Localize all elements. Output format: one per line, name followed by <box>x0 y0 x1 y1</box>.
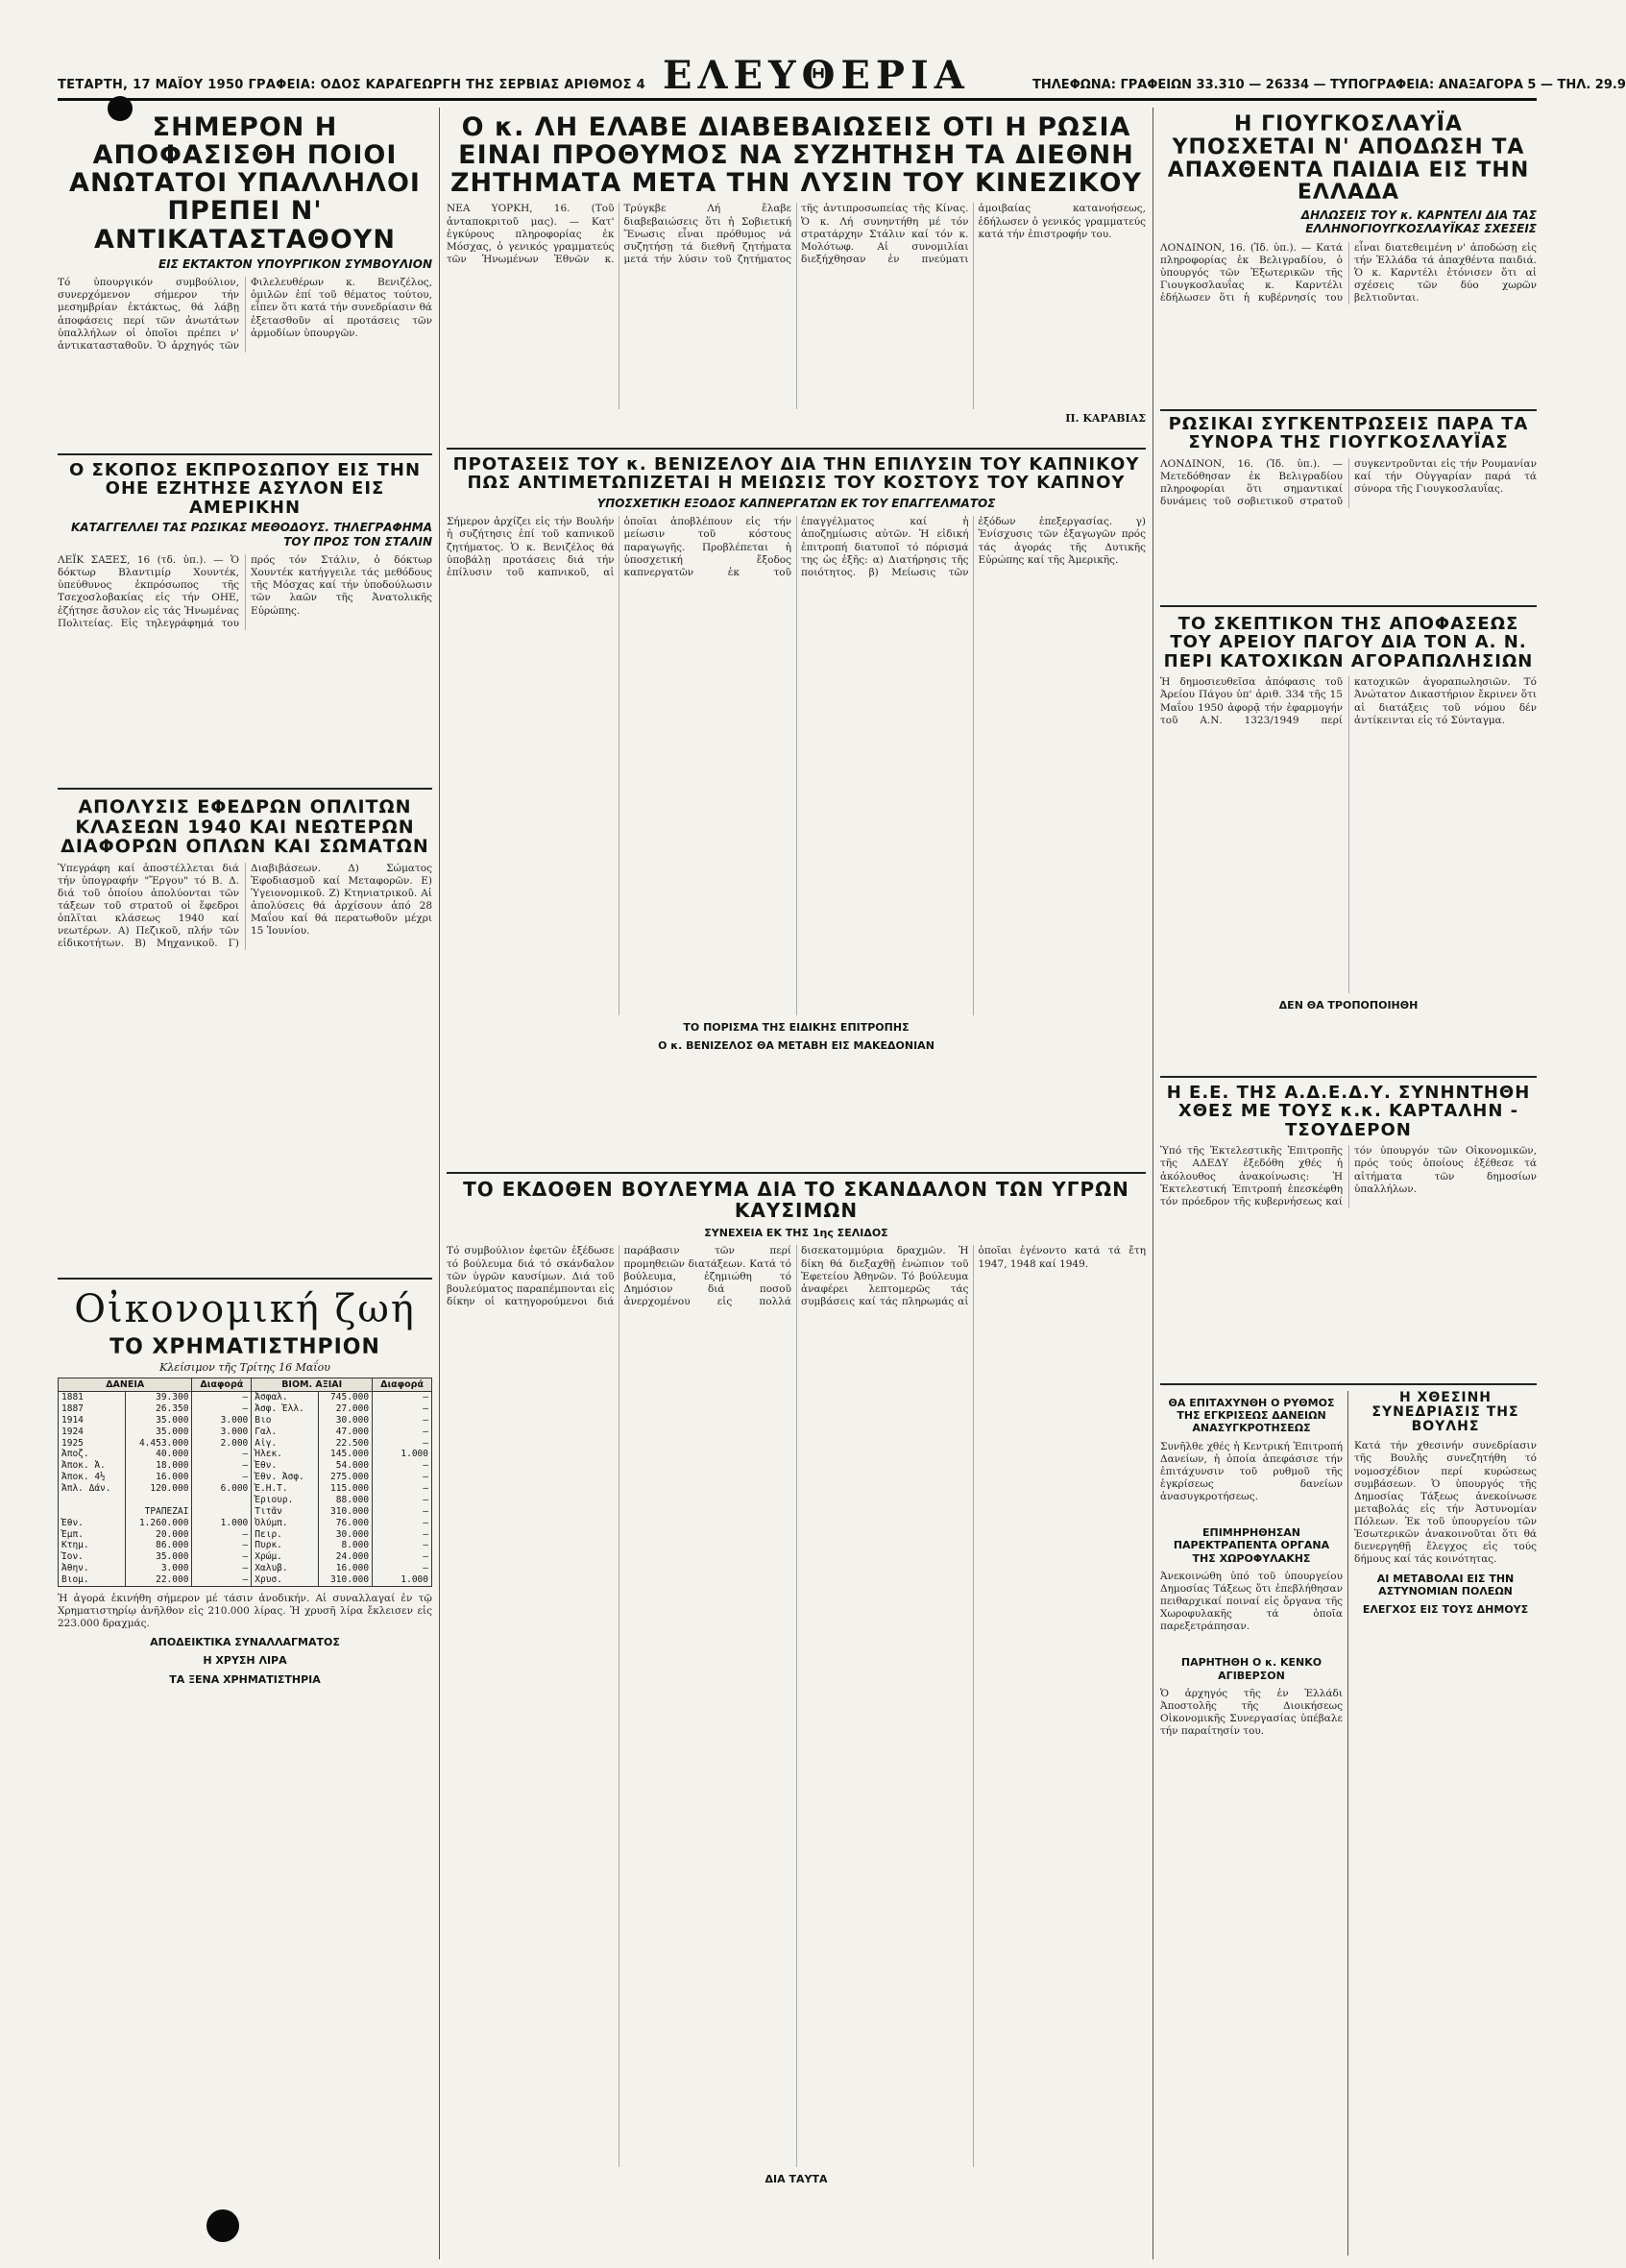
masthead <box>58 53 1626 101</box>
stock-table-row <box>59 1483 432 1495</box>
article-body: Συνῆλθε χθές ἡ Κεντρική Ἐπιτροπή Δανείων, ἡ ὁποία ἀπεφάσισε τήν ἐπιτάχυνσιν τοῦ ρυθμοῦ τῆς ἐγκρίσεως δανείων ἀνασυγκροτήσεως. <box>1160 1440 1343 1503</box>
headline: Η ΧΘΕΣΙΝΗ ΣΥΝΕΔΡΙΑΣΙΣ ΤΗΣ ΒΟΥΛΗΣ <box>1371 1390 1519 1435</box>
stock-table-cell: 39.300 <box>125 1392 192 1403</box>
article-discharge <box>58 797 432 1268</box>
stock-table-cell <box>59 1506 126 1518</box>
article-body: ΛΕΪΚ ΣΑΞΕΣ, 16 (τδ. ὑπ.). — Ὁ δόκτωρ Βλαντιμίρ Χουντέκ, ὑπεύθυνος ἐκπρόσωπος τῆς Τσεχοσλοβακίας εἰς τήν ΟΗΕ, ἐζήτησε ἄσυλον εἰς τάς Ἡνωμένας Πολιτείας. Εἰς τηλεγράφημά του πρός τόν Στάλιν, ὁ δόκτωρ Χουντέκ κατήγγειλε τάς μεθόδους τῆς Μόσχας καί τήν ὑποδούλωσιν τῶν λαῶν τῆς Ἀνατολικῆς Εὐρώπης. <box>58 554 432 629</box>
stock-table-cell: 1.000 <box>192 1518 252 1529</box>
stock-table-cell: 22.500 <box>319 1438 373 1450</box>
stock-table-cell: ΤΡΑΠΕΖΑΙ <box>125 1506 192 1518</box>
stock-table-cell: 3.000 <box>192 1415 252 1427</box>
box-heading: ΔΕΝ ΘΑ ΤΡΟΠΟΠΟΙΗΘΗ <box>1278 999 1419 1012</box>
stock-table-cell: — <box>192 1574 252 1586</box>
stock-exchange-date: Κλείσιμον τῆς Τρίτης 16 Μαΐου <box>159 1361 330 1374</box>
article-body: Ὑπεγράφη καί ἀποστέλλεται διά τήν ὑπογραφήν "Ἔργου" τό Β. Δ. διά τοῦ ὁποίου ἀπολύονται τῶν τάξεων τοῦ στρατοῦ οἱ ἔφεδροι ὁπλῖται κλάσεως 1940 καί νεωτέρων. Α) Πεζικοῦ, πλήν τῶν εἰδικοτήτων. Β) Μηχανικοῦ. Γ) Διαβιβάσεων. Δ) Σώματος Ἐφοδιασμοῦ καί Μεταφορῶν. Ε) Ὑγειονομικοῦ. Ζ) Κτηνιατρικοῦ. Αἱ ἀπολύσεις θά ἀρχίσουν ἀπό 28 Μαΐου καί θά περατωθοῦν μέχρι 15 Ἰουνίου. <box>58 862 432 950</box>
article-asylum <box>58 461 432 778</box>
stock-table-cell: — <box>192 1449 252 1460</box>
stock-table-cell: 86.000 <box>125 1540 192 1551</box>
headline: ΠΑΡΗΤΗΘΗ Ο κ. ΚΕΝΚΟ ΑΓΙΒΕΡΣΟΝ <box>1180 1656 1323 1682</box>
stock-table-cell: — <box>373 1460 432 1472</box>
headline: ΡΩΣΙΚΑΙ ΣΥΓΚΕΝΤΡΩΣΕΙΣ ΠΑΡΑ ΤΑ ΣΥΝΟΡΑ ΤΗΣ ΓΙΟΥΓΚΟΣΛΑΥΪΑΣ <box>1168 414 1529 453</box>
stock-table-cell: 16.000 <box>319 1563 373 1574</box>
article-troops <box>1160 415 1537 599</box>
stock-table-cell: — <box>373 1495 432 1506</box>
stock-table-cell: — <box>373 1472 432 1483</box>
stock-table-cell: — <box>192 1551 252 1563</box>
stock-table-cell: Πυρκ. <box>252 1540 319 1551</box>
stock-table-cell: — <box>373 1506 432 1518</box>
stock-table-cell: Ἐ.Η.Τ. <box>252 1483 319 1495</box>
stock-table-row <box>59 1427 432 1438</box>
headline: Η ΓΙΟΥΓΚΟΣΛΑΥΪΑ ΥΠΟΣΧΕΤΑΙ Ν' ΑΠΟΔΩΣΗ ΤΑ ΑΠΑΧΘΕΝΤΑ ΠΑΙΔΙΑ ΕΙΣ ΤΗΝ ΕΛΛΑΔΑ <box>1167 112 1530 206</box>
stock-table-body <box>59 1392 432 1587</box>
stock-table-cell: 115.000 <box>319 1483 373 1495</box>
box-heading: ΔΙΑ ΤΑΥΤΑ <box>764 2173 828 2186</box>
stock-table-cell: — <box>192 1472 252 1483</box>
article-body: Τό ὑπουργικόν συμβούλιον, συνερχόμενον σήμερον τήν μεσημβρίαν ἐκτάκτως, θά λάβῃ ἀποφάσεις περί τῶν ἀνωτάτων ὑπαλλήλων οἱ ὁποῖοι πρέπει ν' ἀντικατασταθοῦν. Ὁ ἀρχηγός τῶν Φιλελευθέρων κ. Βενιζέλος, ὁμιλῶν ἐπί τοῦ θέματος τούτου, εἶπεν ὅτι κατά τήν συνεδρίασιν θά ἐξετασθοῦν αἱ προτάσεις τῶν ἁρμοδίων ὑπουργῶν. <box>58 277 432 352</box>
headline: ΘΑ ΕΠΙΤΑΧΥΝΘΗ Ο ΡΥΘΜΟΣ ΤΗΣ ΕΓΚΡΙΣΕΩΣ ΔΑΝΕΙΩΝ ΑΝΑΣΥΓΚΡΟΤΗΣΕΩΣ <box>1168 1397 1335 1435</box>
stock-table-cell: Ἐθν. <box>59 1518 126 1529</box>
stock-table-cell: 30.000 <box>319 1529 373 1541</box>
stock-table-cell: Ὀλύμπ. <box>252 1518 319 1529</box>
headline: ΠΡΟΤΑΣΕΙΣ ΤΟΥ κ. ΒΕΝΙΖΕΛΟΥ ΔΙΑ ΤΗΝ ΕΠΙΛΥΣΙΝ ΤΟΥ ΚΑΠΝΙΚΟΥ ΠΩΣ ΑΝΤΙΜΕΤΩΠΙΖΕΤΑΙ Η ΜΕΙΩΣΙΣ ΤΟΥ ΚΟΣΤΟΥΣ ΤΟΥ ΚΑΠΝΟΥ <box>452 454 1140 494</box>
section-rule <box>447 1172 1146 1174</box>
headline: Η Ε.Ε. ΤΗΣ Α.Δ.Ε.Δ.Υ. ΣΥΝΗΝΤΗΘΗ ΧΘΕΣ ΜΕ ΤΟΥΣ κ.κ. ΚΑΡΤΑΛΗΝ - ΤΣΟΥΔΕΡΟΝ <box>1166 1083 1531 1140</box>
stock-table-cell <box>59 1495 126 1506</box>
col-header: ΔΑΝΕΙΑ <box>59 1378 192 1392</box>
stock-table-cell: Ἀποκ. Ἀ. <box>59 1460 126 1472</box>
stock-table-cell: Χρυσ. <box>252 1574 319 1586</box>
stock-table-cell: 54.000 <box>319 1460 373 1472</box>
stock-table-row <box>59 1472 432 1483</box>
stock-table-cell: Γαλ. <box>252 1427 319 1438</box>
stock-table-cell: Ἐμπ. <box>59 1529 126 1541</box>
stock-table-cell: 27.000 <box>319 1403 373 1415</box>
stock-table-cell: Ἁπλ. Δάν. <box>59 1483 126 1495</box>
economy-title: Οἰκονομική ζωή <box>74 1287 416 1331</box>
article-areopagus <box>1160 615 1537 1057</box>
stock-table-cell: 35.000 <box>125 1415 192 1427</box>
stock-table-cell: 47.000 <box>319 1427 373 1438</box>
stock-table-cell <box>125 1495 192 1506</box>
stock-table-cell: 18.000 <box>125 1460 192 1472</box>
stock-table-cell: — <box>192 1392 252 1403</box>
masthead-phones: ΤΗΛΕΦΩΝΑ: ΓΡΑΦΕΙΩΝ 33.310 — 26334 — ΤΥΠΟΓΡΑΦΕΙΑ: ΑΝΑΞΑΓΟΡΑ 5 — ΤΗΛ. 29.9 <box>1032 78 1626 92</box>
stock-table-cell: 1.000 <box>373 1574 432 1586</box>
byline: Π. ΚΑΡΑΒΙΑΣ <box>1065 412 1146 426</box>
section-rule <box>58 788 432 790</box>
stock-table-cell: — <box>192 1563 252 1574</box>
stock-table-row <box>59 1449 432 1460</box>
article-body: ΛΟΝΔΙΝΟΝ, 16. (Ἰδ. ὑπ.). — Μετεδόθησαν ἐκ Βελιγραδίου πληροφορίαι ὅτι σημαντικαί δυνάμεις τοῦ σοβιετικοῦ στρατοῦ συγκεντροῦνται εἰς τήν Ρουμανίαν καί τήν Οὑγγαρίαν παρά τά σύνορα τῆς Γιουγκοσλαυΐας. <box>1160 457 1537 508</box>
article-replacement <box>58 113 432 421</box>
box-heading: ΑΙ ΜΕΤΑΒΟΛΑΙ ΕΙΣ ΤΗΝ ΑΣΤΥΝΟΜΙΑΝ ΠΟΛΕΩΝ <box>1376 1572 1515 1597</box>
stock-table-cell: 2.000 <box>192 1438 252 1450</box>
col-header: Διαφορά <box>373 1378 432 1392</box>
article-lead <box>447 113 1146 445</box>
section-rule <box>58 453 432 455</box>
stock-table-cell: 22.000 <box>125 1574 192 1586</box>
stock-table-cell: — <box>373 1403 432 1415</box>
stock-table-cell: Ἰον. <box>59 1551 126 1563</box>
subhead: ΔΗΛΩΣΕΙΣ ΤΟΥ κ. ΚΑΡΝΤΕΛΙ ΔΙΑ ΤΑΣ ΕΛΛΗΝΟΓΙΟΥΓΚΟΣΛΑΥΪΚΑΣ ΣΧΕΣΕΙΣ <box>1300 208 1537 236</box>
lead-headline: Ο κ. ΛΗ ΕΛΑΒΕ ΔΙΑΒΕΒΑΙΩΣΕΙΣ ΟΤΙ Η ΡΩΣΙΑ ΕΙΝΑΙ ΠΡΟΘΥΜΟΣ ΝΑ ΣΥΖΗΤΗΣΗ ΤΑ ΔΙΕΘΝΗ ΖΗΤΗΜΑΤΑ ΜΕΤΑ ΤΗΝ ΛΥΣΙΝ ΤΟΥ ΚΙΝΕΖΙΚΟΥ <box>449 112 1142 199</box>
stock-table-cell: 275.000 <box>319 1472 373 1483</box>
headline: Ο ΣΚΟΠΟΣ ΕΚΠΡΟΣΩΠΟΥ ΕΙΣ ΤΗΝ ΟΗΕ ΕΖΗΤΗΣΕ ΑΣΥΛΟΝ ΕΙΣ ΑΜΕΡΙΚΗΝ <box>68 460 422 518</box>
headline: ΤΟ ΕΚΔΟΘΕΝ ΒΟΥΛΕΥΜΑ ΔΙΑ ΤΟ ΣΚΑΝΔΑΛΟΝ ΤΩΝ ΥΓΡΩΝ ΚΑΥΣΙΜΩΝ <box>463 1178 1129 1222</box>
article-yugoslavia <box>1160 113 1537 402</box>
stock-table-cell: Ἀσφαλ. <box>252 1392 319 1403</box>
section-rule <box>1160 1076 1537 1078</box>
stock-table-row <box>59 1529 432 1541</box>
stock-table-cell: 76.000 <box>319 1518 373 1529</box>
stock-table-cell: — <box>192 1403 252 1415</box>
stock-table-cell: — <box>373 1392 432 1403</box>
stock-table-cell: 16.000 <box>125 1472 192 1483</box>
stock-table-cell: — <box>373 1438 432 1450</box>
stock-table-cell: 30.000 <box>319 1415 373 1427</box>
headline: ΕΠΙΜΗΡΗΘΗΣΑΝ ΠΑΡΕΚΤΡΑΠΕΝΤΑ ΟΡΓΑΝΑ ΤΗΣ ΧΩΡΟΦΥΛΑΚΗΣ <box>1173 1526 1330 1565</box>
subhead: ΚΑΤΑΓΓΕΛΛΕΙ ΤΑΣ ΡΩΣΙΚΑΣ ΜΕΘΟΔΟΥΣ. ΤΗΛΕΓΡΑΦΗΜΑ ΤΟΥ ΠΡΟΣ ΤΟΝ ΣΤΑΛΙΝ <box>71 521 432 549</box>
stock-table-cell <box>192 1506 252 1518</box>
stock-table-cell: 1914 <box>59 1415 126 1427</box>
stock-table-cell: 40.000 <box>125 1449 192 1460</box>
stock-table-row <box>59 1392 432 1403</box>
stock-table-cell: — <box>373 1563 432 1574</box>
stock-table-cell: Χαλυβ. <box>252 1563 319 1574</box>
stock-table-cell: 310.000 <box>319 1574 373 1586</box>
stock-table-cell: 145.000 <box>319 1449 373 1460</box>
right-subcolumn-left <box>1160 1391 1343 2256</box>
stock-table-row <box>59 1495 432 1506</box>
stock-table-row <box>59 1506 432 1518</box>
stock-table-cell: Ἐθν. <box>252 1460 319 1472</box>
stock-table-row <box>59 1563 432 1574</box>
stock-table-cell: — <box>373 1483 432 1495</box>
col-header: Διαφορά <box>192 1378 252 1392</box>
column-rule <box>1347 1391 1348 2256</box>
ink-spot <box>108 96 133 121</box>
stock-table-cell: — <box>192 1529 252 1541</box>
stock-table-cell: 8.000 <box>319 1540 373 1551</box>
subhead: ΥΠΟΣΧΕΤΙΚΗ ΕΞΟΔΟΣ ΚΑΠΝΕΡΓΑΤΩΝ ΕΚ ΤΟΥ ΕΠΑΓΓΕΛΜΑΤΟΣ <box>596 496 996 510</box>
headline: ΣΗΜΕΡΟΝ Η ΑΠΟΦΑΣΙΣΘΗ ΠΟΙΟΙ ΑΝΩΤΑΤΟΙ ΥΠΑΛΛΗΛΟΙ ΠΡΕΠΕΙ Ν' ΑΝΤΙΚΑΤΑΣΤΑΘΟΥΝ <box>69 112 421 255</box>
stock-table-cell: Αἰγ. <box>252 1438 319 1450</box>
section-rule <box>1160 1383 1537 1385</box>
headline: ΤΟ ΣΚΕΠΤΙΚΟΝ ΤΗΣ ΑΠΟΦΑΣΕΩΣ ΤΟΥ ΑΡΕΙΟΥ ΠΑΓΟΥ ΔΙΑ ΤΟΝ Α. Ν. ΠΕΡΙ ΚΑΤΟΧΙΚΩΝ ΑΓΟΡΑΠΩΛΗΣΙΩΝ <box>1163 614 1534 671</box>
section-rule <box>58 1278 432 1280</box>
article-body: Κατά τήν χθεσινήν συνεδρίασιν τῆς Βουλῆς συνεζητήθη τό νομοσχέδιον περί κυρώσεως συμβάσεων. Ὁ ὑπουργός τῆς Δημοσίας Τάξεως ἀνεκοίνωσε μεταβολάς εἰς τήν Ἀστυνομίαν Πόλεων. Ἐκ τοῦ ὑπουργείου τῶν Ἐσωτερικῶν ἀνακοινοῦται ὅτι θά διενεργηθῇ ἔλεγχος εἰς τούς δήμους καί τάς κοινότητας. <box>1354 1440 1537 1566</box>
column-rule <box>439 108 440 2259</box>
stock-table-cell: Ἐριουρ. <box>252 1495 319 1506</box>
box-heading: ΕΛΕΓΧΟΣ ΕΙΣ ΤΟΥΣ ΔΗΜΟΥΣ <box>1362 1602 1529 1616</box>
stock-table-cell: — <box>373 1551 432 1563</box>
stock-table-row <box>59 1540 432 1551</box>
stock-table-row <box>59 1574 432 1586</box>
box-heading: Η ΧΡΥΣΗ ΛΙΡΑ <box>203 1654 287 1668</box>
article-body: Ὁ ἀρχηγός τῆς ἐν Ἑλλάδι Ἀποστολῆς τῆς Διοικήσεως Οἰκονομικῆς Συνεργασίας ὑπέβαλε τήν παραίτησίν του. <box>1160 1687 1343 1738</box>
economy-section <box>58 1287 432 2257</box>
stock-table <box>58 1378 432 1587</box>
stock-table-row <box>59 1460 432 1472</box>
stock-table-cell: Βιο <box>252 1415 319 1427</box>
stock-table-cell <box>192 1495 252 1506</box>
stock-table-cell: — <box>192 1540 252 1551</box>
stock-table-cell: 1924 <box>59 1427 126 1438</box>
article-body: Τό συμβούλιον ἐφετῶν ἐξέδωσε τό βούλευμα διά τό σκάνδαλον τῶν ὑγρῶν καυσίμων. Διά τοῦ βουλεύματος παραπέμπονται εἰς δίκην οἱ κατηγορούμενοι διά παράβασιν τῶν περί προμηθειῶν διατάξεων. Κατά τό βούλευμα, ἐζημιώθη τό Δημόσιον διά ποσοῦ ἀνερχομένου εἰς πολλά δισεκατομμύρια δραχμῶν. Ἡ δίκη θά διεξαχθῇ ἐνώπιον τοῦ Ἐφετείου Ἀθηνῶν. Τό βούλευμα ἀναφέρει λεπτομερῶς τάς συμβάσεις καί τάς πληρωμάς αἱ ὁποῖαι ἐγένοντο κατά τά ἔτη 1947, 1948 καί 1949. <box>447 1245 1146 1307</box>
stock-table-header <box>59 1378 432 1392</box>
box-heading: ΑΠΟΔΕΙΚΤΙΚΑ ΣΥΝΑΛΛΑΓΜΑΤΟΣ <box>150 1636 340 1649</box>
stock-table-cell: Τιτᾶν <box>252 1506 319 1518</box>
stock-table-cell: 3.000 <box>192 1427 252 1438</box>
box-heading: ΣΥΝΕΧΕΙΑ ΕΚ ΤΗΣ 1ης ΣΕΛΙΔΟΣ <box>704 1227 888 1240</box>
stock-table-cell: 1925 <box>59 1438 126 1450</box>
stock-table-cell: Ἀθην. <box>59 1563 126 1574</box>
stock-table-cell: Ἀσφ. Ἑλλ. <box>252 1403 319 1415</box>
stock-table-cell: 3.000 <box>125 1563 192 1574</box>
ink-spot <box>206 2209 239 2242</box>
article-body: Ἀνεκοινώθη ὑπό τοῦ ὑπουργείου Δημοσίας Τάξεως ὅτι ἐπεβλήθησαν πειθαρχικαί ποιναί εἰς ὄργανα τῆς Χωροφυλακῆς τά ὁποῖα παρεξετράπησαν. <box>1160 1570 1343 1633</box>
headline: ΑΠΟΛΥΣΙΣ ΕΦΕΔΡΩΝ ΟΠΛΙΤΩΝ ΚΛΑΣΕΩΝ 1940 ΚΑΙ ΝΕΩΤΕΡΩΝ ΔΙΑΦΟΡΩΝ ΟΠΛΩΝ ΚΑΙ ΣΩΜΑΤΩΝ <box>61 796 429 858</box>
stock-table-cell: — <box>373 1529 432 1541</box>
stock-table-cell: 1.260.000 <box>125 1518 192 1529</box>
article-body: ΛΟΝΔΙΝΟΝ, 16. (Ἰδ. ὑπ.). — Κατά πληροφορίας ἐκ Βελιγραδίου, ὁ ὑπουργός τῶν Ἐξωτερικῶν τῆς Γιουγκοσλαυΐας κ. Καρντέλι ἐδήλωσεν ὅτι ἡ κυβέρνησίς του εἶναι διατεθειμένη ν' ἀποδώσῃ εἰς τήν Ἑλλάδα τά ἀπαχθέντα παιδιά. Ὁ κ. Καρντέλι ἐτόνισεν ὅτι αἱ σχέσεις τῶν δύο χωρῶν βελτιοῦνται. <box>1160 241 1537 305</box>
article-tobacco <box>447 455 1146 1166</box>
masthead-date-address: ΤΕΤΑΡΤΗ, 17 ΜΑΪΟΥ 1950 ΓΡΑΦΕΙΑ: ΟΔΟΣ ΚΑΡΑΓΕΩΡΓΗ ΤΗΣ ΣΕΡΒΙΑΣ ΑΡΙΘΜΟΣ 4 <box>58 78 645 92</box>
section-rule <box>1160 605 1537 607</box>
article-body: ΝΕΑ ΥΟΡΚΗ, 16. (Τοῦ ἀνταποκριτοῦ μας). — Κατ' ἐγκύρους πληροφορίας ἐκ Μόσχας, ὁ γενικός γραμματεύς τῶν Ἡνωμένων Ἐθνῶν κ. Τρύγκβε Λή ἔλαβε διαβεβαιώσεις ὅτι ἡ Σοβιετική Ἕνωσις εἶναι πρόθυμος νά συζητήσῃ τά διεθνῆ ζητήματα μετά τήν λύσιν τοῦ ζητήματος τῆς ἀντιπροσωπείας τῆς Κίνας. Ὁ κ. Λή συνηντήθη μέ τόν στρατάρχην Στάλιν καί τόν κ. Μολότωφ. Αἱ συνομιλίαι διεξήχθησαν ἐν πνεύματι ἀμοιβαίας κατανοήσεως, ἐδήλωσεν ὁ γενικός γραμματεύς κατά τήν ἐπιστροφήν του. <box>447 203 1146 265</box>
box-heading: ΤΟ ΠΟΡΙΣΜΑ ΤΗΣ ΕΙΔΙΚΗΣ ΕΠΙΤΡΟΠΗΣ <box>683 1021 910 1035</box>
stock-table-cell: 20.000 <box>125 1529 192 1541</box>
article-parliament-session <box>1354 1391 1537 2256</box>
stock-table-cell: 1881 <box>59 1392 126 1403</box>
stock-table-cell: 6.000 <box>192 1483 252 1495</box>
stock-table-cell: Βιομ. <box>59 1574 126 1586</box>
stock-table-cell: — <box>373 1540 432 1551</box>
stock-table-cell: 1887 <box>59 1403 126 1415</box>
stock-table-row <box>59 1438 432 1450</box>
stock-table-cell: Χρώμ. <box>252 1551 319 1563</box>
article-body: Ὑπό τῆς Ἐκτελεστικῆς Ἐπιτροπῆς τῆς ΑΔΕΔΥ ἐξεδόθη χθές ἡ ἀκόλουθος ἀνακοίνωσις: Ἡ Ἐκτελεστική Ἐπιτροπή ἐπεσκέφθη τόν πρόεδρον τῆς κυβερνήσεως καί τόν ὑπουργόν τῶν Οἰκονομικῶν, πρός τούς ὁποίους ἐξέθεσε τά αἰτήματα τῶν δημοσίων ὑπαλλήλων. <box>1160 1145 1537 1207</box>
stock-table-cell: 120.000 <box>125 1483 192 1495</box>
article-fuel-scandal <box>447 1180 1146 2256</box>
stock-table-cell: — <box>373 1415 432 1427</box>
stock-table-cell: 26.350 <box>125 1403 192 1415</box>
stock-table-row <box>59 1551 432 1563</box>
box-heading: ΤΑ ΞΕΝΑ ΧΡΗΜΑΤΙΣΤΗΡΙΑ <box>169 1672 321 1686</box>
stock-table-cell: 24.000 <box>319 1551 373 1563</box>
stock-exchange-title: ΤΟ ΧΡΗΜΑΤΙΣΤΗΡΙΟΝ <box>109 1335 380 1359</box>
col-header: ΒΙΟΜ. ΑΞΙΑΙ <box>252 1378 373 1392</box>
subhead: ΕΙΣ ΕΚΤΑΚΤΟΝ ΥΠΟΥΡΓΙΚΟΝ ΣΥΜΒΟΥΛΙΟΝ <box>158 256 432 271</box>
stock-table-cell: 310.000 <box>319 1506 373 1518</box>
stock-table-cell: Ἀποζ. <box>59 1449 126 1460</box>
section-rule <box>1160 409 1537 411</box>
stock-table-cell: Ἠλεκ. <box>252 1449 319 1460</box>
article-adedy <box>1160 1084 1537 1381</box>
stock-table-cell: — <box>373 1518 432 1529</box>
stock-table-row <box>59 1415 432 1427</box>
stock-table-cell: 35.000 <box>125 1551 192 1563</box>
stock-table-cell: Ἐθν. Ἀσφ. <box>252 1472 319 1483</box>
economy-body: Ἡ ἀγορά ἐκινήθη σήμερον μέ τάσιν ἀνοδικήν. Αἱ συναλλαγαί ἐν τῷ Χρηματιστηρίῳ ἀνῆλθον εἰς 210.000 λίρας. Ἡ χρυσῆ λίρα ἔκλεισεν εἰς 223.000 δραχμάς. <box>58 1592 432 1630</box>
stock-table-cell: — <box>373 1427 432 1438</box>
stock-table-cell: 35.000 <box>125 1427 192 1438</box>
stock-table-cell: 4.453.000 <box>125 1438 192 1450</box>
stock-table-row <box>59 1403 432 1415</box>
box-heading: Ο κ. ΒΕΝΙΖΕΛΟΣ ΘΑ ΜΕΤΑΒΗ ΕΙΣ ΜΑΚΕΔΟΝΙΑΝ <box>658 1039 934 1053</box>
stock-table-row <box>59 1518 432 1529</box>
stock-table-cell: Πειρ. <box>252 1529 319 1541</box>
article-body: Σήμερον ἀρχίζει εἰς τήν Βουλήν ἡ συζήτησις ἐπί τοῦ καπνικοῦ ζητήματος. Ὁ κ. Βενιζέλος θά ὑποβάλῃ προτάσεις διά τήν ἐπίλυσιν τοῦ καπνικοῦ, αἱ ὁποῖαι ἀποβλέπουν εἰς τήν μείωσιν τοῦ κόστους παραγωγῆς. Προβλέπεται ἡ ὑποσχετική ἔξοδος καπνεργατῶν ἐκ τοῦ ἐπαγγέλματος καί ἡ ἀποζημίωσις αὐτῶν. Ἡ εἰδική ἐπιτροπή διατυποῖ τό πόρισμά της ὡς ἑξῆς: α) Διατήρησις τῆς ποιότητος. β) Μείωσις τῶν ἐξόδων ἐπεξεργασίας. γ) Ἐνίσχυσις τῶν ἐξαγωγῶν πρός τάς ἀγοράς τῆς Δυτικῆς Εὐρώπης καί τῆς Ἀμερικῆς. <box>447 516 1146 578</box>
stock-table-cell: 1.000 <box>373 1449 432 1460</box>
newspaper-title: ΕΛΕΥΘΕΡΙΑ <box>663 53 970 98</box>
stock-table-cell: 745.000 <box>319 1392 373 1403</box>
stock-table-cell: 88.000 <box>319 1495 373 1506</box>
article-body: Ἡ δημοσιευθεῖσα ἀπόφασις τοῦ Ἀρείου Πάγου ὑπ' ἀριθ. 334 τῆς 15 Μαΐου 1950 ἀφορᾷ τήν ἐφαρμογήν τοῦ Α.Ν. 1323/1949 περί κατοχικῶν ἀγοραπωλησιῶν. Τό Ἀνώτατον Δικαστήριον ἔκρινεν ὅτι αἱ διατάξεις τοῦ νόμου δέν ἀντίκεινται εἰς τό Σύνταγμα. <box>1160 676 1537 726</box>
stock-table-cell: — <box>192 1460 252 1472</box>
stock-table-cell: Ἀποκ. 4½ <box>59 1472 126 1483</box>
section-rule <box>447 448 1146 450</box>
stock-table-cell: Κτημ. <box>59 1540 126 1551</box>
